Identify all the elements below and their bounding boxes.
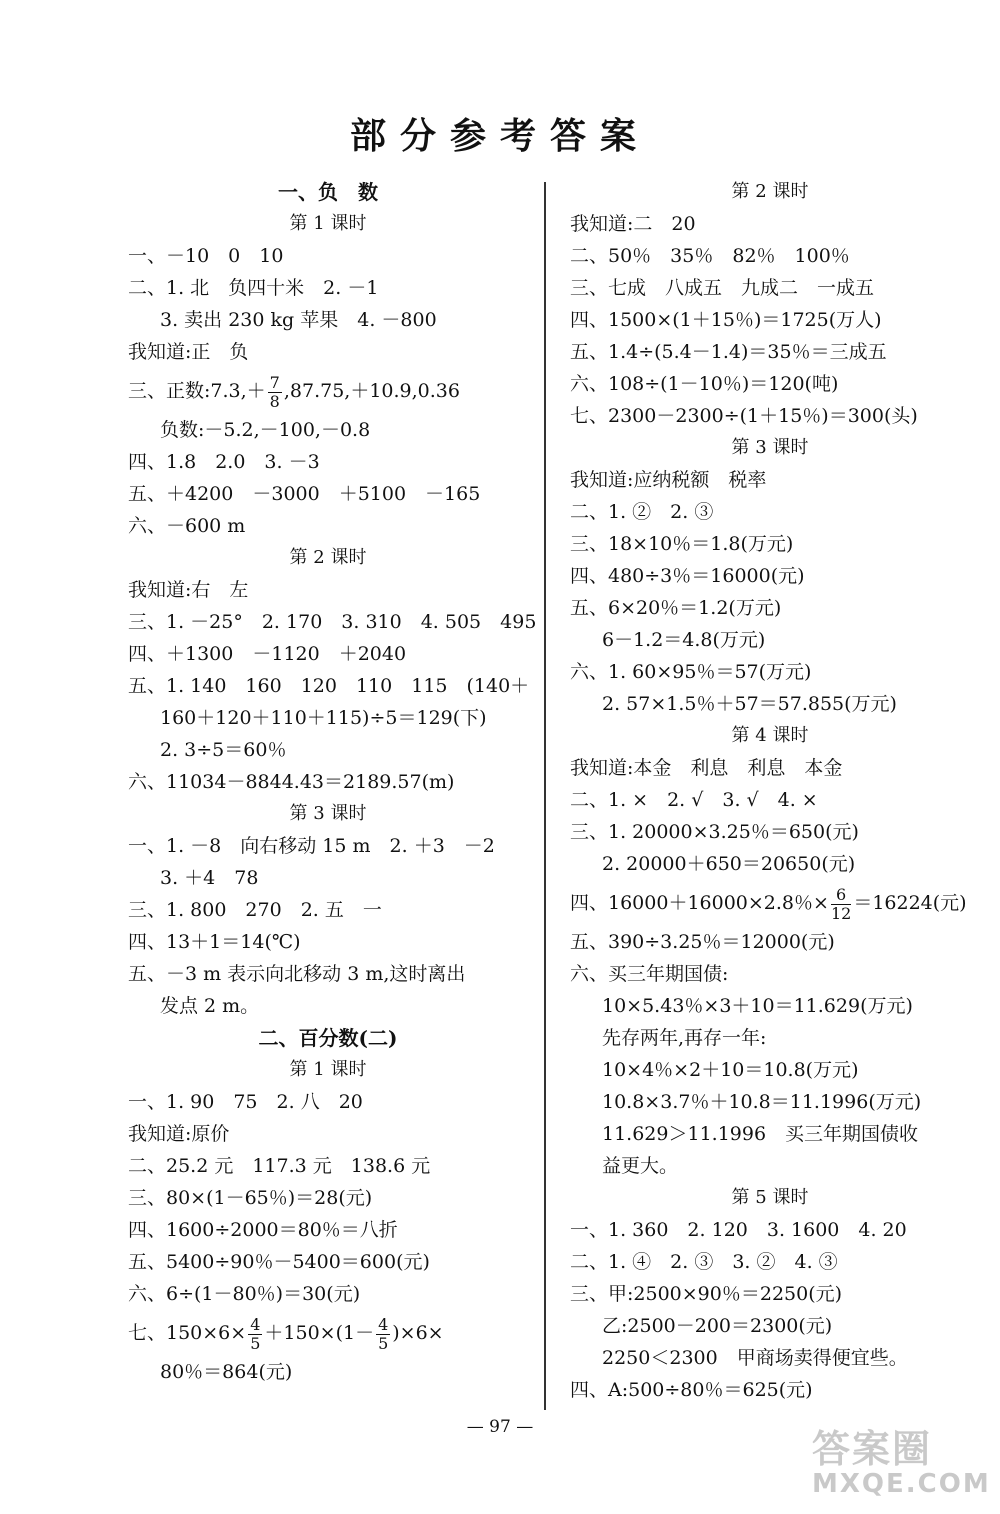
answer-text: ＋150×(1－ (264, 1322, 375, 1344)
answer-line: 一、1. 360 2. 120 3. 1600 4. 20 (570, 1219, 907, 1241)
answer-line: 2250＜2300 甲商场卖得便宜些。 (602, 1347, 908, 1369)
section-heading: 二、百分数(二) (258, 1026, 398, 1050)
lesson-heading: 第 4 课时 (731, 725, 809, 746)
answer-line: 六、11034－8844.43＝2189.57(m) (128, 771, 455, 793)
right-column (570, 176, 970, 1406)
fraction-denominator: 12 (830, 903, 852, 923)
answer-line: 五、＋4200 －3000 ＋5100 －165 (128, 483, 481, 505)
page-title: 部分参考答案 (349, 115, 650, 157)
answer-line: 二、25.2 元 117.3 元 138.6 元 (128, 1155, 431, 1177)
answer-line: 3. ＋4 78 (160, 867, 259, 889)
answer-line-fraction (128, 1310, 528, 1356)
answer-line: 2. 3÷5＝60％ (160, 739, 287, 761)
fraction-numerator: 7 (269, 372, 280, 392)
answer-line: 三、1. 800 270 2. 五 一 (128, 899, 382, 921)
answer-line: 6－1.2＝4.8(万元) (602, 629, 766, 651)
answer-line: 负数:－5.2,－100,－0.8 (160, 419, 371, 441)
answer-line: 10.8×3.7％＋10.8＝11.1996(万元) (602, 1091, 922, 1113)
answer-line: 我知道:应纳税额 税率 (570, 469, 767, 491)
answer-line: 80％＝864(元) (160, 1361, 293, 1383)
watermark-text: 答案圈 (812, 1427, 933, 1471)
answer-line: 益更大。 (602, 1155, 679, 1177)
answer-line: 一、1. －8 向右移动 15 m 2. ＋3 －2 (128, 835, 495, 857)
answer-line: 二、1. ② 2. ③ (570, 501, 714, 523)
answer-line: 2. 20000＋650＝20650(元) (602, 853, 856, 875)
lesson-heading: 第 1 课时 (289, 1059, 367, 1080)
answer-line: 二、1. 北 负四十米 2. －1 (128, 277, 379, 299)
answer-line: 六、买三年期国债: (570, 963, 729, 985)
answer-line: 四、1500×(1＋15％)＝1725(万人) (570, 309, 882, 331)
answer-line: 先存两年,再存一年: (602, 1027, 767, 1049)
answer-line: 五、6×20％＝1.2(万元) (570, 597, 782, 619)
answer-line: 五、390÷3.25％＝12000(元) (570, 931, 835, 953)
fraction (376, 1316, 390, 1353)
column-divider (544, 182, 546, 1410)
answer-line: 六、－600 m (128, 515, 246, 537)
answer-text: ,87.75,＋10.9,0.36 (283, 380, 460, 402)
answer-text: 七、150×6× (128, 1322, 247, 1344)
answer-line: 二、1. ④ 2. ③ 3. ② 4. ③ (570, 1251, 838, 1273)
answer-line: 10×4％×2＋10＝10.8(万元) (602, 1059, 859, 1081)
answer-line: 三、18×10％＝1.8(万元) (570, 533, 794, 555)
answer-line-fraction (128, 368, 528, 414)
fraction-denominator: 5 (250, 1333, 261, 1353)
answer-line: 我知道:原价 (128, 1123, 230, 1145)
answer-line: 四、1.8 2.0 3. －3 (128, 451, 320, 473)
answer-line: 四、1600÷2000＝80％＝八折 (128, 1219, 398, 1241)
answer-text: )×6× (392, 1322, 444, 1344)
answer-line: 2. 57×1.5％＋57＝57.855(万元) (602, 693, 897, 715)
fraction-numerator: 4 (378, 1314, 389, 1334)
lesson-heading: 第 2 课时 (289, 547, 367, 568)
answer-line: 四、A:500÷80％＝625(元) (570, 1379, 813, 1401)
answer-line-fraction (570, 880, 970, 926)
answer-line: 三、甲:2500×90％＝2250(元) (570, 1283, 843, 1305)
answer-line: 160＋120＋110＋115)÷5＝129(下) (160, 707, 487, 729)
answer-line: 二、50％ 35％ 82％ 100％ (570, 245, 850, 267)
answer-line: 我知道:二 20 (570, 213, 696, 235)
watermark-url: MXQE.COM (812, 1469, 991, 1499)
answer-line: 七、2300－2300÷(1＋15％)＝300(头) (570, 405, 918, 427)
answer-text: ＝16224(元) (853, 892, 967, 914)
answer-line: 五、1. 140 160 120 110 115 (140＋ (128, 675, 530, 697)
answer-line: 我知道:正 负 (128, 341, 249, 363)
answer-line: 发点 2 m。 (160, 995, 260, 1017)
answer-line: 3. 卖出 230 kg 苹果 4. －800 (160, 309, 437, 331)
answer-line: 六、6÷(1－80％)＝30(元) (128, 1283, 361, 1305)
answer-line: 一、1. 90 75 2. 八 20 (128, 1091, 363, 1113)
fraction (248, 1316, 262, 1353)
fraction (268, 374, 282, 411)
left-column (128, 176, 537, 1388)
answer-line: 乙:2500－200＝2300(元) (602, 1315, 833, 1337)
fraction (831, 886, 851, 923)
answer-line: 五、5400÷90％－5400＝600(元) (128, 1251, 430, 1273)
page-number: — 97 — (466, 1417, 534, 1437)
answer-line: 一、－10 0 10 (128, 245, 284, 267)
lesson-heading: 第 5 课时 (731, 1187, 809, 1208)
answer-line: 四、13＋1＝14(℃) (128, 931, 301, 953)
fraction-denominator: 5 (378, 1333, 389, 1353)
answer-line: 六、1. 60×95％＝57(万元) (570, 661, 812, 683)
lesson-heading: 第 1 课时 (289, 213, 367, 234)
fraction-numerator: 4 (250, 1314, 261, 1334)
answer-line: 三、1. －25° 2. 170 3. 310 4. 505 495 (128, 611, 537, 633)
answer-line: 五、－3 m 表示向北移动 3 m,这时离出 (128, 963, 466, 985)
lesson-heading: 第 3 课时 (289, 803, 367, 824)
answer-line: 四、480÷3％＝16000(元) (570, 565, 805, 587)
answer-line: 五、1.4÷(5.4－1.4)＝35％＝三成五 (570, 341, 887, 363)
answer-line: 三、七成 八成五 九成二 一成五 (570, 277, 875, 299)
answer-line: 二、1. × 2. √ 3. √ 4. × (570, 789, 818, 811)
lesson-heading: 第 2 课时 (731, 181, 809, 202)
fraction-denominator: 8 (269, 391, 280, 411)
answer-text: 三、正数:7.3,＋ (128, 380, 266, 402)
answer-line: 10×5.43％×3＋10＝11.629(万元) (602, 995, 913, 1017)
answer-line: 我知道:右 左 (128, 579, 249, 601)
answer-line: 我知道:本金 利息 利息 本金 (570, 757, 843, 779)
answer-line: 六、108÷(1－10％)＝120(吨) (570, 373, 839, 395)
lesson-heading: 第 3 课时 (731, 437, 809, 458)
watermark-logo (812, 1418, 991, 1504)
answer-line: 四、＋1300 －1120 ＋2040 (128, 643, 407, 665)
answer-line: 三、1. 20000×3.25％＝650(元) (570, 821, 859, 843)
section-heading: 一、负 数 (278, 180, 378, 204)
answer-line: 11.629＞11.1996 买三年期国债收 (602, 1123, 919, 1145)
answer-text: 四、16000＋16000×2.8％× (570, 892, 829, 914)
fraction-numerator: 6 (831, 886, 851, 905)
answer-line: 三、80×(1－65％)＝28(元) (128, 1187, 373, 1209)
